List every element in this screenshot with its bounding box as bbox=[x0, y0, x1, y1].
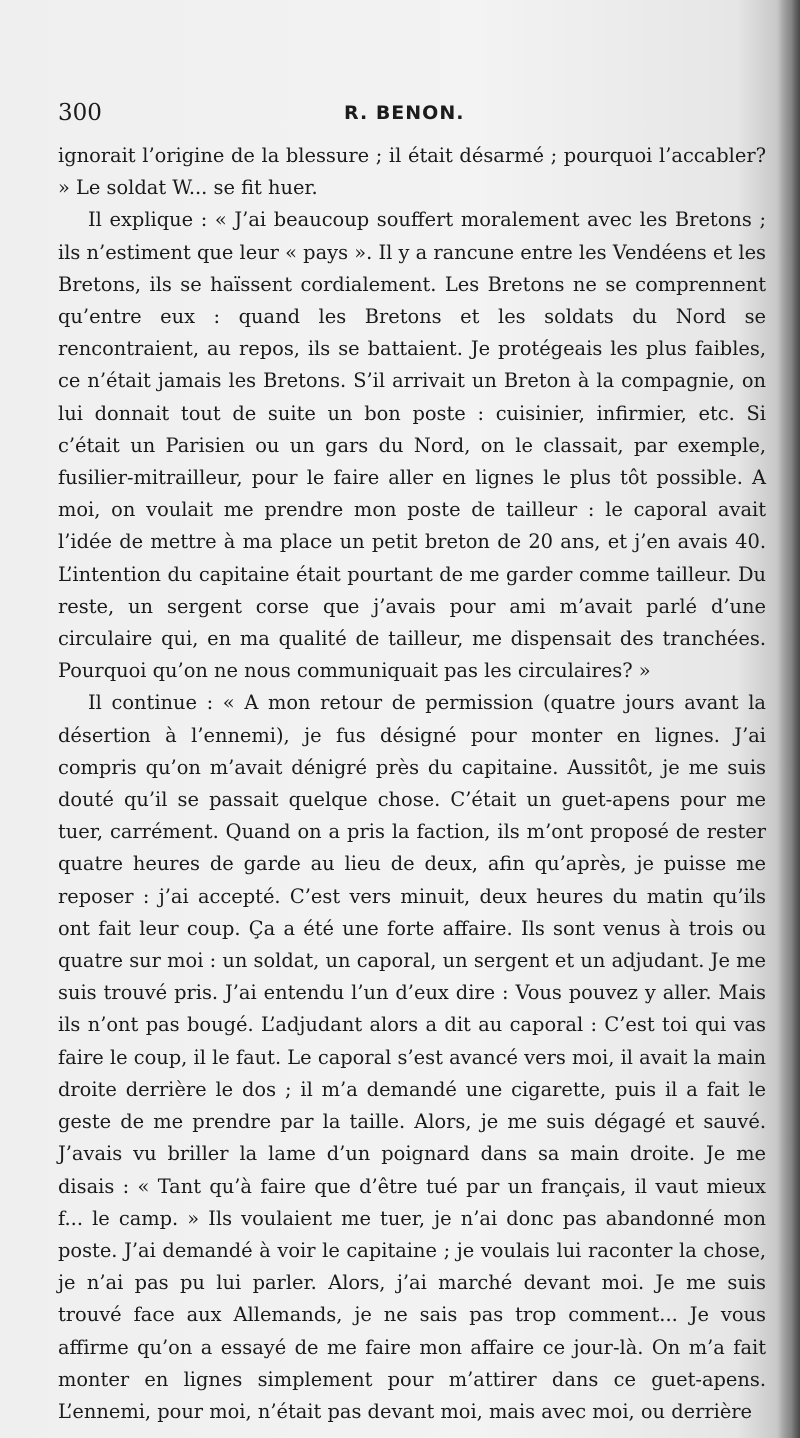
paragraph: Il explique : « J’ai beaucoup souffert moralement avec les Bretons ; ils n’estiment que leur « pays ». Il y a rancune entre les Vendéens et les Bretons, ils se haïssent cordialement. Les Bretons ne se comprennent qu’entre eux : quand les Bretons et les soldats du Nord se rencontraient, au repos, ils se battaient. Je protégeais les plus faibles, ce n’était jamais les Bretons. S’il arrivait un Breton à la compagnie, on lui donnait tout de suite un bon poste : cuisinier, infirmier, etc. Si c’était un Parisien ou un gars du Nord, on le classait, par exemple, fusilier-mitrailleur, pour le faire aller en lignes le plus tôt possible. A moi, on voulait me prendre mon poste de tailleur : le caporal avait l’idée de mettre à ma place un petit breton de 20 ans, et j’en avais 40. L’intention du capitaine était pourtant de me garder comme tailleur. Du reste, un sergent corse que j’avais pour ami m’avait parlé d’une circulaire qui, en ma qualité de tailleur, me dispensait des tranchées. Pourquoi qu’on ne nous communiquait pas les circulaires? » bbox=[58, 208, 766, 683]
running-head: R. BENON. bbox=[344, 102, 465, 124]
body-text bbox=[58, 140, 766, 1428]
page-number: 300 bbox=[58, 100, 102, 126]
paragraph-continuation: ignorait l’origine de la blessure ; il était désarmé ; pourquoi l’accabler? » Le soldat W... se fit huer. bbox=[58, 144, 766, 200]
page-edge-shadow bbox=[778, 0, 800, 1438]
page-header bbox=[58, 96, 758, 130]
paragraph: Il continue : « A mon retour de permission (quatre jours avant la désertion à l’ennemi), je fus désigné pour monter en lignes. J’ai compris qu’on m’avait dénigré près du capitaine. Aussitôt, je me suis douté qu’il se passait quelque chose. C’était un guet-apens pour me tuer, carrément. Quand on a pris la faction, ils m’ont proposé de rester quatre heures de garde au lieu de deux, afin qu’après, je puisse me reposer : j’ai accepté. C’est vers minuit, deux heures du matin qu’ils ont fait leur coup. Ça a été une forte affaire. Ils sont venus à trois ou quatre sur moi : un soldat, un caporal, un sergent et un adjudant. Je me suis trouvé pris. J’ai entendu l’un d’eux dire : Vous pouvez y aller. Mais ils n’ont pas bougé. L’adjudant alors a dit au caporal : C’est toi qui vas faire le coup, il le faut. Le caporal s’est avancé vers moi, il avait la main droite derrière le dos ; il m’a demandé une cigarette, puis il a fait le geste de me prendre par la taille. Alors, je me suis dégagé et sauvé. J’avais vu briller la lame d’un poignard dans sa main droite. Je me disais : « Tant qu’à faire que d’être tué par un français, il vaut mieux f... le camp. » Ils voulaient me tuer, je n’ai donc pas abandonné mon poste. J’ai demandé à voir le capitaine ; je voulais lui raconter la chose, je n’ai pas pu lui parler. Alors, j’ai marché devant moi. Je me suis trouvé face aux Allemands, je ne sais pas trop comment... Je vous affirme qu’on a essayé de me faire mon affaire ce jour-là. On m’a fait monter en lignes simplement pour m’attirer dans ce guet-apens. L’ennemi, pour moi, n’était pas devant moi, mais avec moi, ou derrière bbox=[58, 691, 766, 1423]
